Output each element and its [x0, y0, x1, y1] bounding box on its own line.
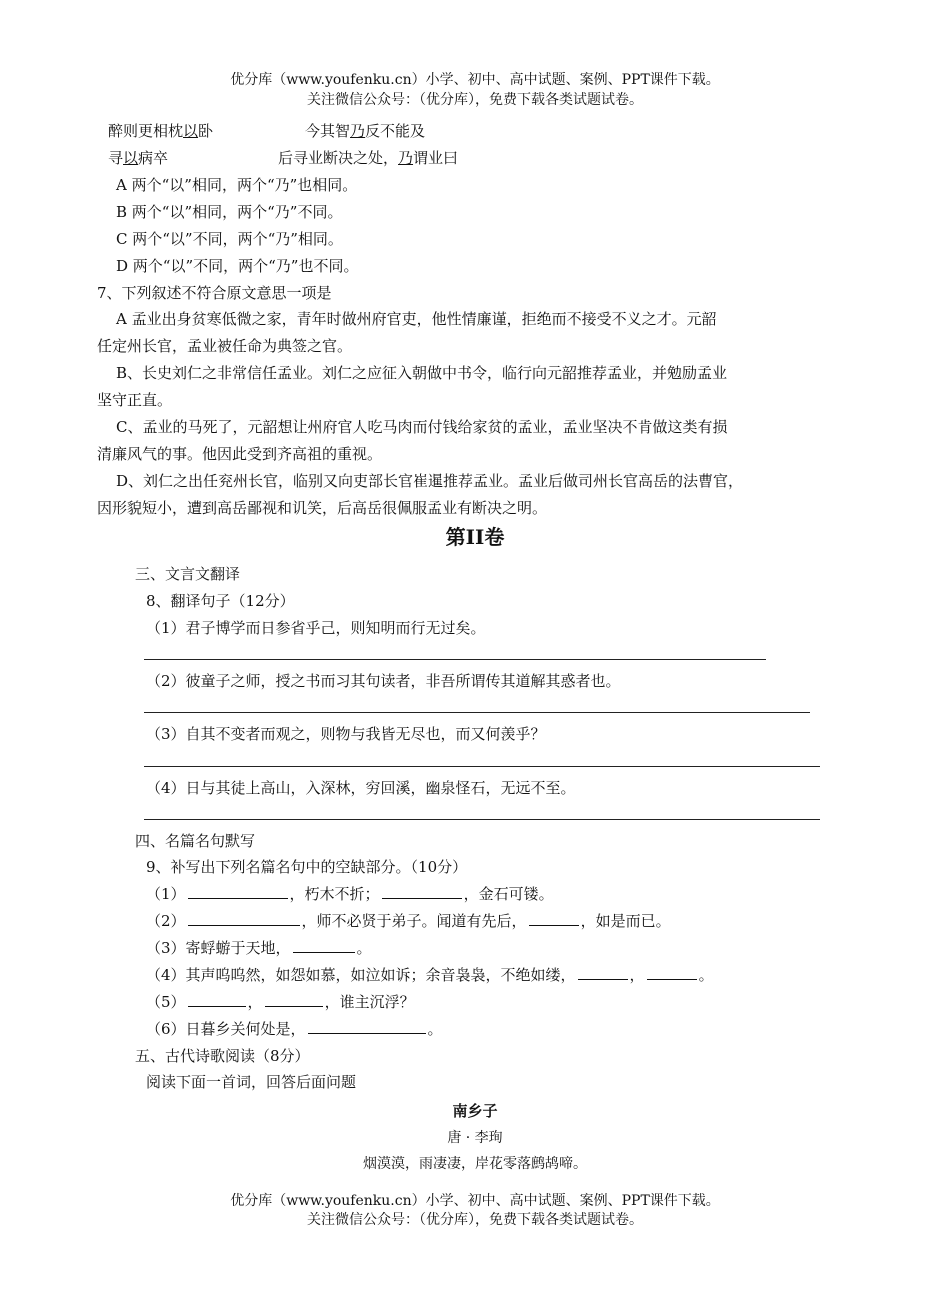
- page-header-line1: 优分库（www.youfenku.cn）小学、初中、高中试题、案例、PPT课件下载。: [230, 72, 720, 88]
- sec3-heading: 三、文言文翻译: [135, 565, 241, 583]
- poem-title: 南乡子: [452, 1102, 498, 1120]
- q7-option-a-line2: 任定州长官，孟业被任命为典签之官。: [97, 337, 353, 355]
- q6-option-b: B 两个“以”相同，两个“乃”不同。: [116, 203, 343, 221]
- q7-option-d-line2: 因形貌短小，遭到高岳鄙视和讥笑，后高岳很佩服孟业有断决之明。: [97, 499, 548, 517]
- q8-answer-line-4[interactable]: [144, 819, 820, 820]
- blank[interactable]: [188, 884, 288, 899]
- q8-sentence-2: （2）彼童子之师，授之书而习其句读者，非吾所谓传其道解其惑者也。: [146, 672, 621, 690]
- q6-row2-right: 后寻业断决之处，乃谓业曰: [278, 149, 459, 167]
- blank[interactable]: [188, 911, 300, 926]
- q9-item-4: （4）其声呜呜然，如怨如慕，如泣如诉；余音袅袅，不绝如缕， ， 。: [146, 966, 714, 984]
- q9-item-3: （3）寄蜉蝣于天地， 。: [146, 939, 372, 957]
- blank[interactable]: [647, 965, 697, 980]
- page-header-line2: 关注微信公众号：（优分库），免费下载各类试题试卷。: [307, 92, 643, 108]
- q9-item-1: （1） ，朽木不折； ，金石可镂。: [146, 885, 554, 903]
- q9-stem: 9、补写出下列名篇名句中的空缺部分。（10分）: [146, 858, 468, 876]
- blank[interactable]: [265, 992, 323, 1007]
- poem-author: 唐 · 李珣: [447, 1130, 503, 1146]
- sec5-instruction: 阅读下面一首词，回答后面问题: [146, 1073, 357, 1091]
- q8-stem: 8、翻译句子（12分）: [146, 592, 295, 610]
- q7-option-a-line1: A 孟业出身贫寒低微之家，青年时做州府官吏，他性情廉谨，拒绝而不接受不义之才。元韶: [116, 310, 717, 328]
- page-footer-line2: 关注微信公众号：（优分库），免费下载各类试题试卷。: [307, 1212, 643, 1228]
- q6-row1-left: 醉则更相枕以卧: [108, 122, 214, 140]
- q7-option-b-line1: B、长史刘仁之非常信任孟业。刘仁之应征入朝做中书令，临行向元韶推荐孟业，并勉励孟业: [116, 364, 728, 382]
- section-ii-title: 第II卷: [445, 525, 505, 549]
- q8-sentence-1: （1）君子博学而日参省乎己，则知明而行无过矣。: [146, 619, 486, 637]
- q9-item-5: （5） ， ，谁主沉浮？: [146, 993, 415, 1011]
- poem-line-1: 烟漠漠，雨凄凄，岸花零落鹧鸪啼。: [363, 1156, 587, 1172]
- page-footer-line1: 优分库（www.youfenku.cn）小学、初中、高中试题、案例、PPT课件下载。: [230, 1193, 720, 1209]
- blank[interactable]: [188, 992, 246, 1007]
- q7-option-d-line1: D、刘仁之出任兖州长官，临别又向吏部长官崔暹推荐孟业。孟业后做司州长官高岳的法曹官，: [116, 472, 744, 490]
- q6-option-d: D 两个“以”不同，两个“乃”也不同。: [116, 257, 359, 275]
- blank[interactable]: [382, 884, 462, 899]
- sec5-heading: 五、古代诗歌阅读（8分）: [135, 1047, 310, 1065]
- q8-sentence-4: （4）日与其徒上高山，入深林，穷回溪，幽泉怪石，无远不至。: [146, 779, 576, 797]
- blank[interactable]: [578, 965, 628, 980]
- q8-answer-line-3[interactable]: [144, 766, 820, 767]
- q7-option-b-line2: 坚守正直。: [97, 391, 173, 409]
- q7-option-c-line2: 清廉风气的事。他因此受到齐高祖的重视。: [97, 445, 383, 463]
- q8-answer-line-2[interactable]: [144, 712, 810, 713]
- blank[interactable]: [308, 1019, 426, 1034]
- q6-option-a: A 两个“以”相同，两个“乃”也相同。: [116, 176, 358, 194]
- q7-stem: 7、下列叙述不符合原文意思一项是: [97, 284, 332, 302]
- q8-answer-line-1[interactable]: [144, 659, 766, 660]
- blank[interactable]: [293, 938, 355, 953]
- q9-item-2: （2） ，师不必贤于弟子。闻道有先后， ，如是而已。: [146, 912, 671, 930]
- q6-row1-right: 今其智乃反不能及: [305, 122, 426, 140]
- q9-item-6: （6）日暮乡关何处是， 。: [146, 1020, 443, 1038]
- q6-row2-left: 寻以病卒: [108, 149, 169, 167]
- q8-sentence-3: （3）自其不变者而观之，则物与我皆无尽也，而又何羡乎？: [146, 725, 546, 743]
- sec4-heading: 四、名篇名句默写: [135, 832, 256, 850]
- blank[interactable]: [529, 911, 579, 926]
- q7-option-c-line1: C、孟业的马死了，元韶想让州府官人吃马肉而付钱给家贫的孟业，孟业坚决不肯做这类有损: [116, 418, 728, 436]
- q6-option-c: C 两个“以”不同，两个“乃”相同。: [116, 230, 343, 248]
